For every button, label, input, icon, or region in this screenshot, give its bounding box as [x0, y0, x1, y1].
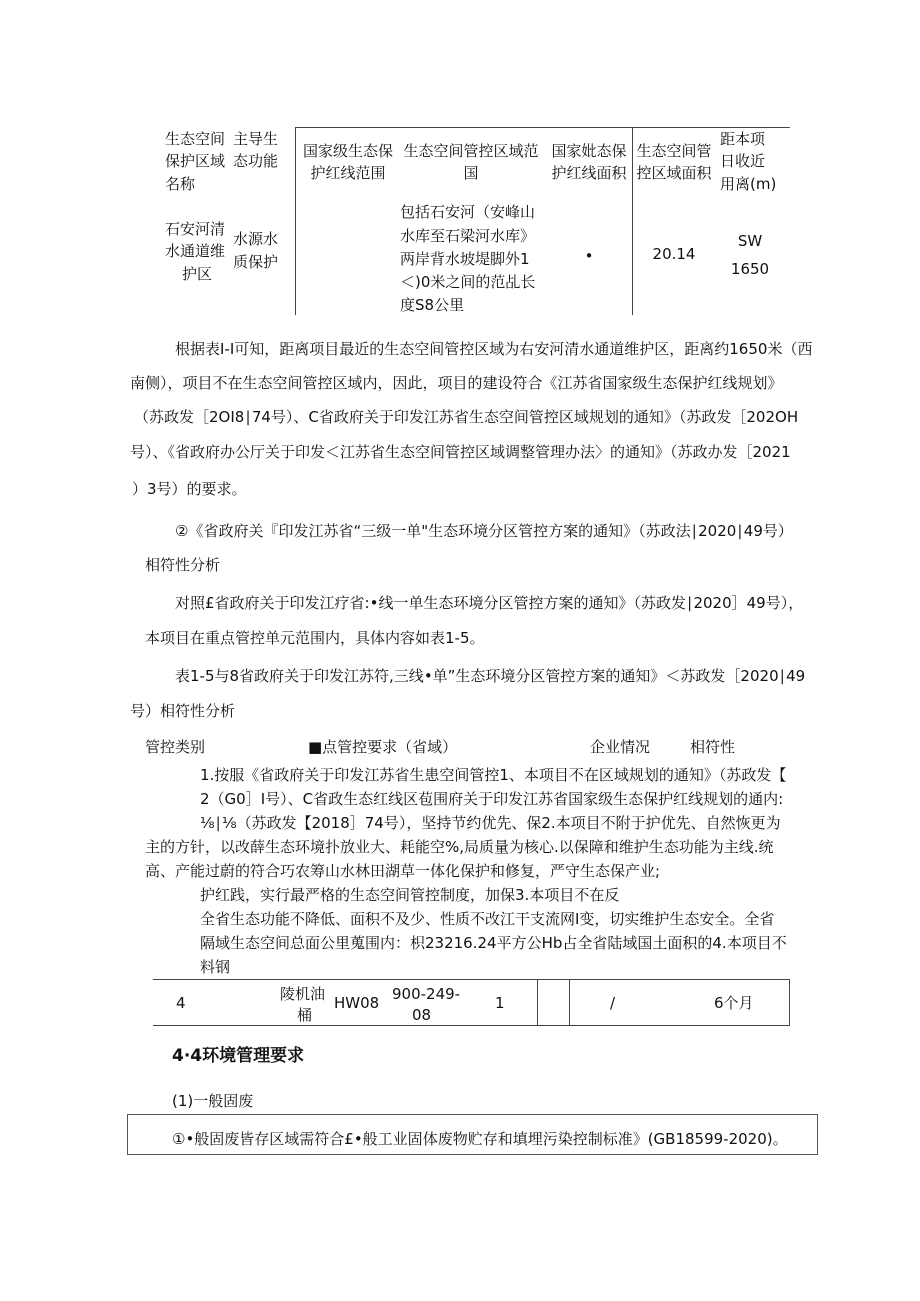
cell-waste-name: 陵机油 — [280, 985, 326, 1003]
table-line: 2（G0］I号）、C省政生态红线区苞围府关于印发江苏省国家级生态保护红线规划的通内: — [200, 790, 784, 808]
header-cell: 主导生 — [233, 130, 279, 148]
cell-scope: 水库至石梁河水库》 — [400, 227, 536, 245]
table-rule — [789, 979, 790, 1025]
header-cell: 生态空间 — [165, 130, 226, 148]
subsection-heading: (1)一般固废 — [172, 1092, 254, 1110]
table-rule — [153, 1025, 790, 1026]
table-line: 护红践，实行最严格的生态空间管控制度，加保3.本项目不在反 — [200, 886, 620, 904]
table-rule — [632, 127, 633, 315]
header-cell: 态功能 — [233, 152, 279, 170]
cell-scope: 包括石安河（安峰山 — [400, 203, 536, 221]
cell-name: 石安河清 — [165, 220, 226, 238]
requirement-text: ①•般固废皆存区域需符合£•般工业固体废物贮存和填埋污染控制标准》(GB18599-2020)。 — [172, 1130, 788, 1148]
paragraph-line: 相符性分析 — [145, 556, 221, 574]
cell-redline-area: • — [584, 247, 594, 265]
header-cell: 管控类别 — [145, 738, 206, 756]
paragraph-line: ）3号）的要求。 — [132, 480, 247, 498]
cell-function: 质保护 — [233, 253, 279, 271]
table-line: 主的方针，以改薛生态环境扑放业大、耗能空%,局质量为核心.以保障和维护生态功能为主线.统 — [145, 838, 774, 856]
header-cell: 护红线范围 — [310, 164, 386, 182]
section-heading: 4·4环境管理要求 — [172, 1046, 305, 1066]
cell-slash: / — [610, 994, 616, 1012]
header-cell: 国 — [463, 164, 479, 182]
paragraph-line: 根据表I-I可知，距离项目最近的生态空间管控区域为右安河清水通道维护区，距离约1650米（西 — [175, 340, 813, 358]
paragraph-line: 对照£省政府关于印发江疗省:•线一单生态环境分区管控方案的通知》（苏政发∣2020］49号）， — [175, 594, 804, 612]
table-line: 全省生态功能不降低、面积不及少、性质不改江干支流网I变，切实维护生态安全。全省 — [200, 910, 775, 928]
header-cell: 相符性 — [690, 738, 736, 756]
header-cell: 护红线面积 — [551, 164, 627, 182]
cell-function: 水源水 — [233, 230, 279, 248]
header-cell: 日收近 — [720, 152, 766, 170]
paragraph-line: 号）、《省政府办公厅关于印发＜江苏省生态空间管控区域调整管理办法〉的通知》（苏政办发［2021 — [130, 443, 791, 461]
header-cell: 生态空间管控区域范 — [403, 142, 539, 160]
header-cell: 名称 — [165, 175, 196, 193]
header-cell: ■点管控要求（省域） — [308, 738, 458, 756]
header-cell: 国家妣态保 — [551, 142, 627, 160]
header-cell: 距本项 — [720, 130, 766, 148]
paragraph-line: （苏政发［2OI8∣74号）、C省政府关于印发江苏省生态空间管控区域规划的通知》（苏政发［202OH — [134, 408, 799, 426]
paragraph-line: 南侧），项目不在生态空间管控区域内，因此，项目的建设符合《江苏省国家级生态保护红线规划》 — [130, 374, 783, 392]
cell-distance: 1650 — [730, 260, 770, 278]
paragraph-line: 号）相符性分析 — [130, 702, 236, 720]
table-line: 1.按服《省政府关于印发江苏省生患空间管控1、本项目不在区域规划的通知》（苏政发【 — [200, 766, 787, 784]
header-cell: 保护区域 — [165, 152, 226, 170]
header-cell: 控区域面积 — [636, 164, 712, 182]
table-line: ⅛∣⅛（苏政发【2018］74号），坚持节约优先、保2.本项目不附于护优先、自然恢更为 — [200, 814, 781, 832]
paragraph-line: ②《省政府关『印发江苏省“三级一单"生态环境分区管控方案的通知》（苏政法∣2020∣49号） — [175, 522, 793, 540]
table-rule — [153, 979, 790, 980]
cell-period: 6个月 — [714, 994, 754, 1012]
cell-name: 护区 — [182, 265, 213, 283]
cell-code: 08 — [412, 1006, 432, 1024]
cell-name: 水通道维 — [165, 242, 226, 260]
table-rule — [295, 127, 296, 315]
table-line: 料钢 — [200, 958, 231, 976]
cell-scope: 度S8公里 — [400, 296, 465, 314]
cell-no: 4 — [176, 994, 186, 1012]
header-cell: 企业情况 — [590, 738, 651, 756]
table-rule — [569, 979, 570, 1025]
cell-qty: 1 — [495, 994, 505, 1012]
header-cell: 生态空间管 — [636, 142, 712, 160]
paragraph-line: 本项目在重点管控单元范围内，具体内容如表1-5。 — [145, 629, 485, 647]
header-cell: 用离(m) — [720, 175, 777, 193]
cell-waste-name: 桶 — [297, 1006, 313, 1024]
table-line: 隔域生态空间总面公里蒐围内：枳23216.24平方公Hb占全省陆域国土面积的4.本项目不 — [200, 934, 787, 952]
paragraph-line: 表1-5与8省政府关于印发江苏符,三线•单”生态环境分区管控方案的通知》＜苏政发［2020∣49 — [175, 667, 806, 685]
cell-distance: SW — [737, 232, 763, 250]
cell-code: 900-249- — [392, 985, 461, 1003]
cell-scope: ＜)0米之间的范乩长 — [400, 273, 536, 291]
table-line: 高、产能过蔚的符合巧农筹山水林田湖草一体化保护和修复，严守生态保产业; — [145, 862, 661, 880]
table-rule — [295, 127, 790, 128]
cell-control-area: 20.14 — [652, 245, 696, 263]
table-rule — [537, 979, 538, 1025]
cell-category: HW08 — [334, 994, 380, 1012]
cell-scope: 两岸背水坡堤脚外1 — [400, 250, 530, 268]
header-cell: 国家级生态保 — [302, 142, 394, 160]
